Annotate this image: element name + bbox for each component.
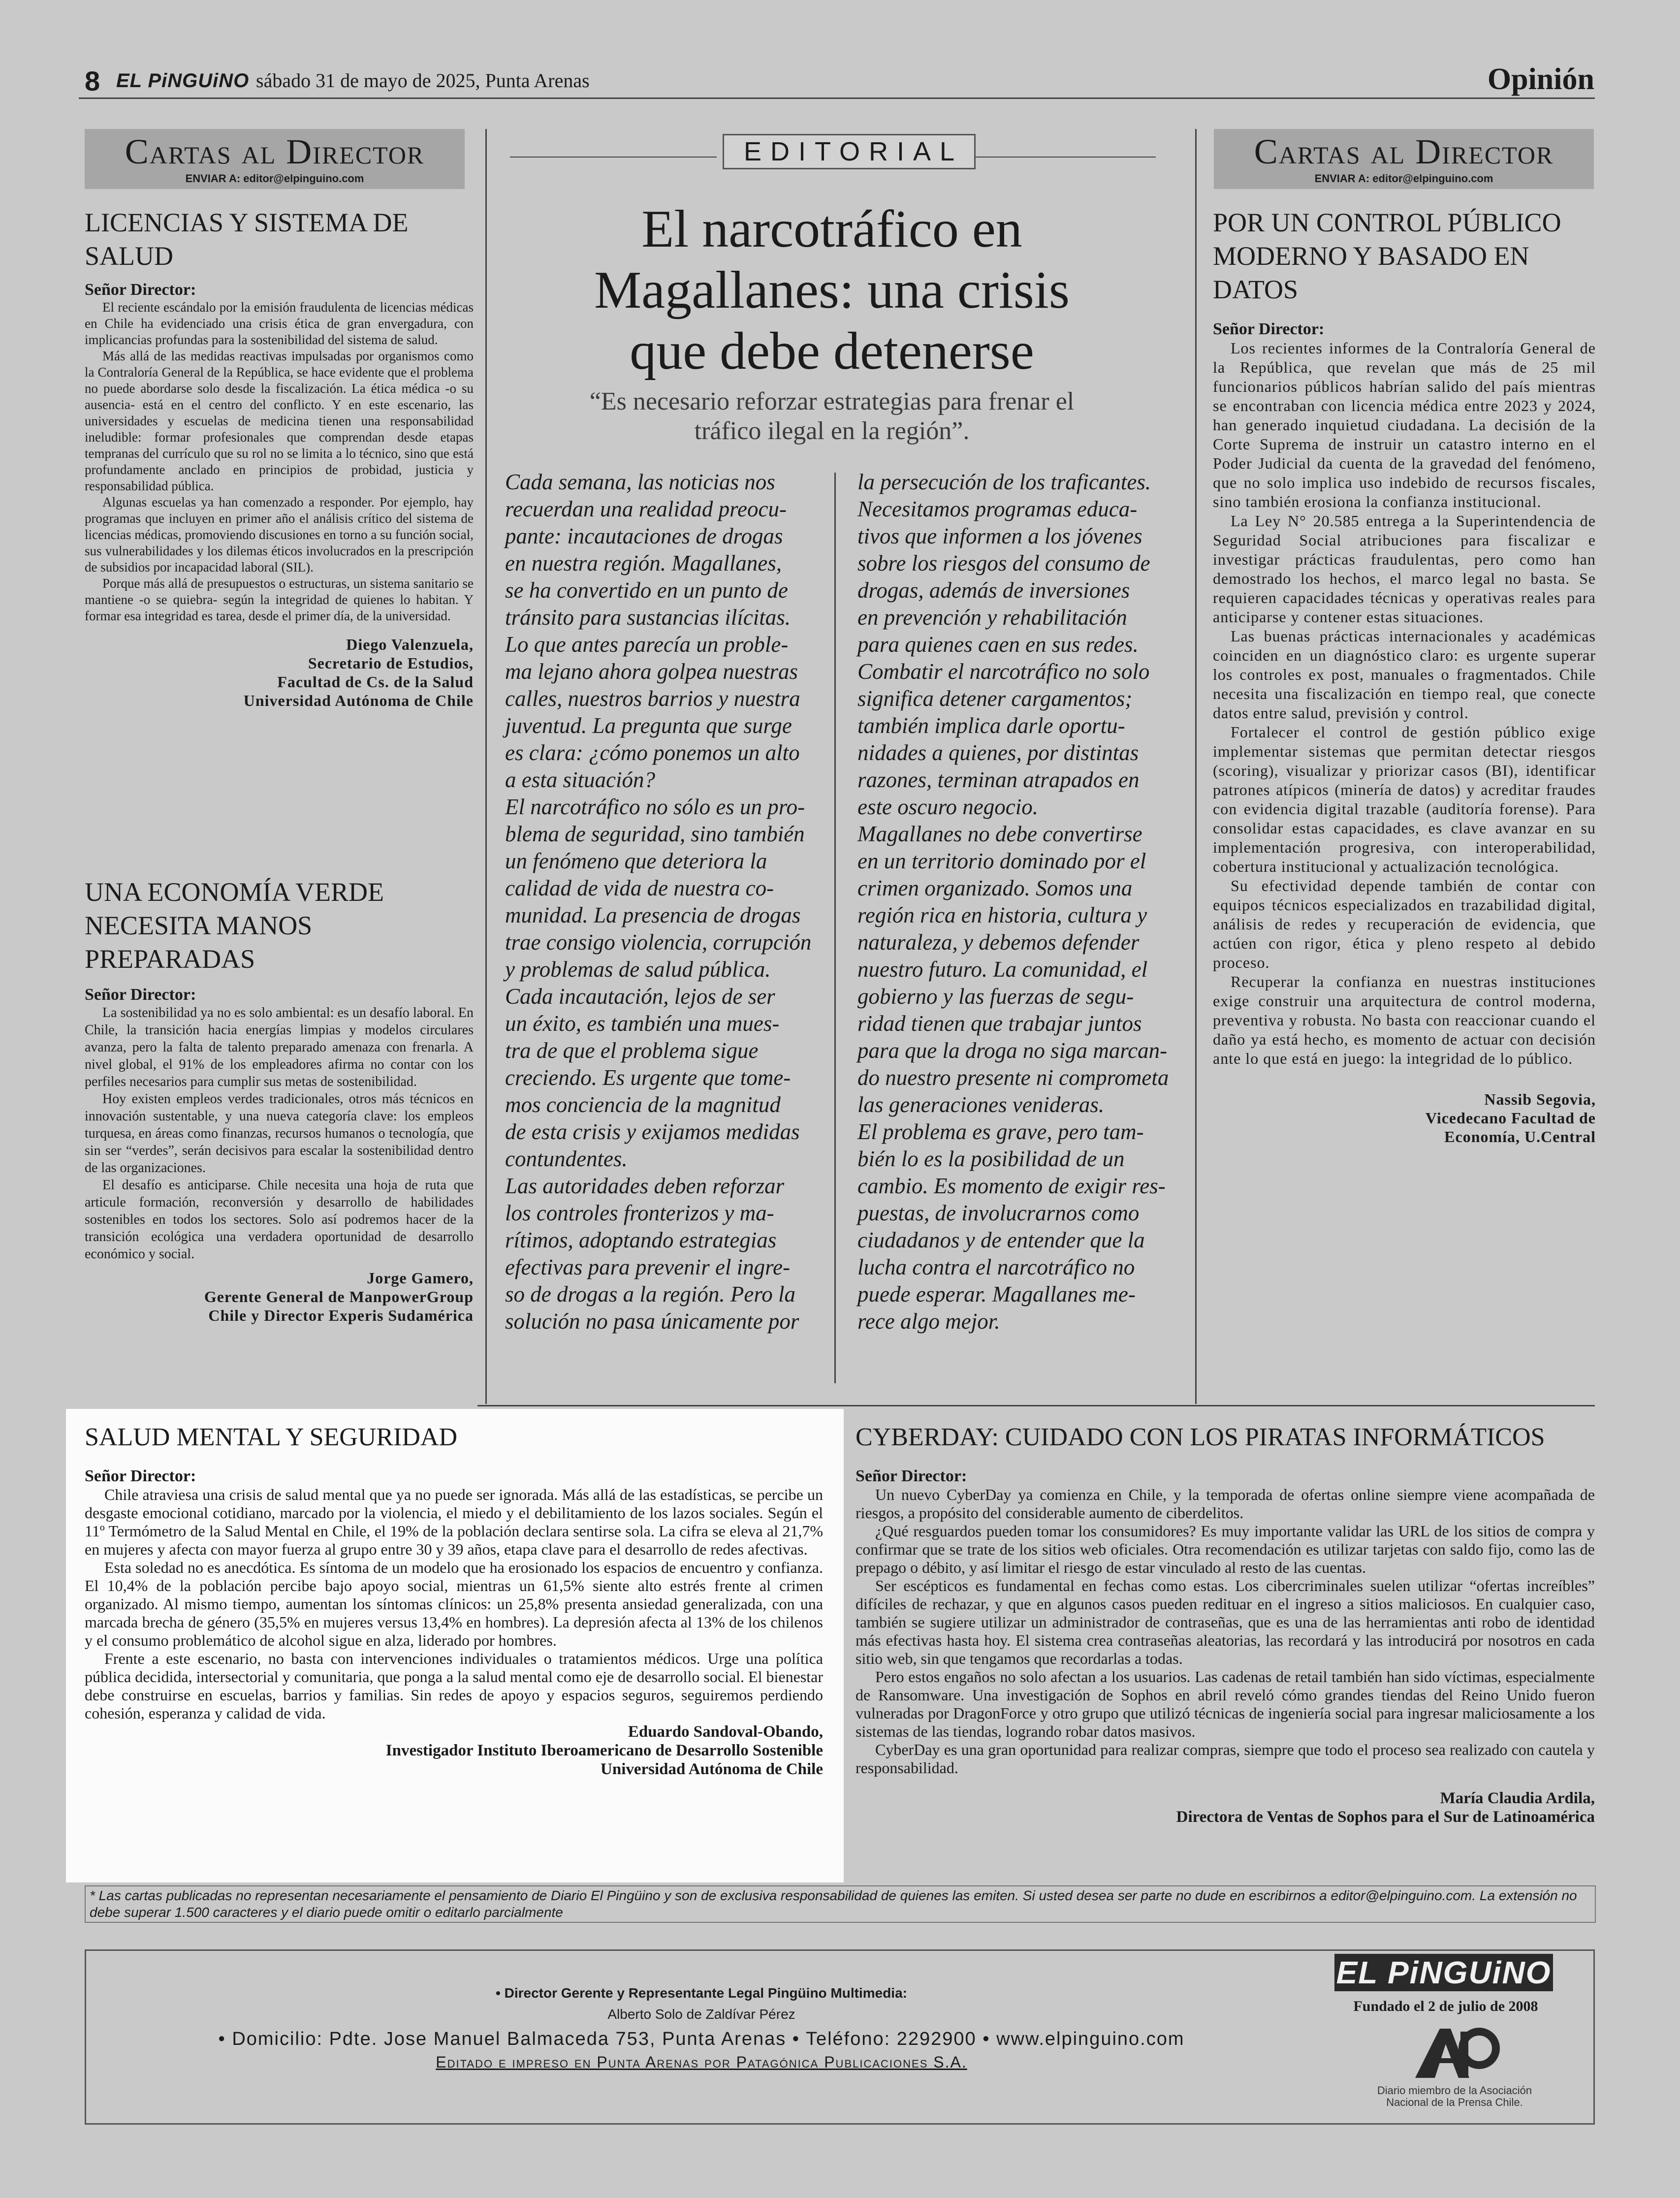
dateline: sábado 31 de mayo de 2025, Punta Arenas <box>256 69 590 92</box>
anp-text <box>1346 2085 1563 2108</box>
editorial-line: tivos que informen a los jóvenes <box>857 524 1142 548</box>
editorial-line: para quienes caen en sus redes. <box>857 632 1139 657</box>
letter-heading <box>1213 206 1596 306</box>
column-divider-left <box>485 129 487 1404</box>
section-title: Opinión <box>1487 63 1594 96</box>
signature-line: Eduardo Sandoval-Obando, <box>628 1723 823 1741</box>
editorial-line: creciendo. Es urgente que tome- <box>505 1065 791 1090</box>
letter-control-publico <box>1213 206 1596 1146</box>
masthead-logo: EL PiNGUiNO <box>116 70 250 92</box>
heading-line: UNA ECONOMÍA VERDE <box>85 877 384 907</box>
cartas-title: Cartas al Director <box>125 132 425 171</box>
signature-line: Gerente General de ManpowerGroup <box>204 1288 474 1306</box>
editorial-line: El problema es grave, pero tam- <box>857 1119 1144 1144</box>
editorial-column-2 <box>857 469 1182 1335</box>
footer-founded: Fundado el 2 de julio de 2008 <box>1353 1998 1538 2014</box>
heading-line: SALUD <box>85 241 174 271</box>
anp-text-line: Nacional de la Prensa Chile. <box>1386 2096 1523 2108</box>
paragraph: Porque más allá de presupuestos o estructuras, un sistema sanitario se mantiene -o se quiebra- según la integridad de quienes lo habitan. Y formar esa integridad es tarea, desde el primer día, de la universidad. <box>85 576 474 623</box>
footer-credits <box>135 1983 1268 2072</box>
letter-salutation: Señor Director: <box>85 986 196 1004</box>
editorial-line: Las autoridades deben reforzar <box>505 1174 785 1198</box>
editorial-line: blema de seguridad, sino también <box>505 822 805 846</box>
paragraph: Su efectividad depende también de contar con equipos técnicos especializados en trazabilidad digital, análisis de redes y recuperación de evidencia, que actúen con rigor, ética y pleno respeto al debido proceso. <box>1213 877 1596 971</box>
editorial-line: también implica darle oportu- <box>857 713 1125 738</box>
editorial-line: Lo que antes parecía un proble- <box>505 632 789 657</box>
editorial-line: se ha convertido en un punto de <box>505 578 788 603</box>
letter-salutation: Señor Director: <box>85 281 196 299</box>
letter-cyberday <box>856 1423 1595 1826</box>
signature-line: Secretario de Estudios, <box>308 654 474 672</box>
editorial-line: juventud. La pregunta que surge <box>505 713 792 738</box>
paragraph: Ser escépticos es fundamental en fechas como estas. Los cibercriminales suelen utilizar “ofertas increíbles” difíciles de rechazar, y que en algunos casos pueden redituar en el ingreso a sitios maliciosos. En cualquier caso, también se sugiere utilizar un administrador de contraseñas, que es una de las herramientas anti robo de identidad más efectivas hasta hoy. El sistema crea contraseñas aleatorias, las recordará y las introducirá por nosotros en cada sitio web, sin que tengamos que recordarlas a todas. <box>856 1577 1595 1667</box>
editorial-line: pante: incautaciones de drogas <box>505 524 783 548</box>
letter-salutation: Señor Director: <box>856 1467 967 1485</box>
letter-salud-mental <box>66 1409 844 1882</box>
editorial-line: bién lo es la posibilidad de un <box>857 1147 1125 1171</box>
letter-salutation: Señor Director: <box>85 1467 196 1485</box>
editorial-line: Necesitamos programas educa- <box>857 497 1138 521</box>
title-line: Magallanes: una crisis <box>594 261 1070 319</box>
editorial-line: crimen organizado. Somos una <box>857 876 1133 900</box>
disclaimer: * Las cartas publicadas no representan necesariamente el pensamiento de Diario El Pingüino y son de exclusiva responsabilidad de quienes las emiten. Si usted desea ser parte no dude en escribirnos a editor@elpinguino.com. La extensión no debe superar 1.500 caracteres y el diario puede omitir o editarlo parcialmente <box>85 1885 1596 1923</box>
paragraph: CyberDay es una gran oportunidad para realizar compras, siempre que todo el proceso sea realizado con cautela y responsabilidad. <box>856 1741 1595 1777</box>
heading-line: LICENCIAS Y SISTEMA DE <box>85 208 409 237</box>
signature-line: María Claudia Ardila, <box>1440 1789 1595 1807</box>
heading-line: NECESITA MANOS <box>85 911 313 940</box>
signature-line: Investigador Instituto Iberoamericano de Desarrollo Sostenible <box>385 1742 823 1759</box>
heading-line: POR UN CONTROL PÚBLICO <box>1213 208 1561 237</box>
letter-signature <box>85 1269 474 1325</box>
editorial-line: los controles fronterizos y ma- <box>505 1201 774 1225</box>
signature-line: Directora de Ventas de Sophos para el Sur de Latinoamérica <box>1176 1808 1595 1826</box>
letter-economia-verde <box>85 875 474 1325</box>
footer-box <box>85 1949 1595 2125</box>
editorial-line: nidades a quienes, por distintas <box>857 740 1139 765</box>
paragraph: El desafío es anticiparse. Chile necesita una hoja de ruta que articule formación, reconversión y desarrollo de habilidades sostenibles en todos los sectores. Solo así podremos hacer de la transición ecológica una verdadera oportunidad de desarrollo económico y social. <box>85 1178 474 1262</box>
footer-printed-by: Editado e impreso en Punta Arenas por Patagónica Publicaciones S.A. <box>436 2053 967 2071</box>
letter-signature <box>85 635 474 710</box>
letter-signature <box>1213 1090 1596 1146</box>
paragraph: La sostenibilidad ya no es solo ambiental: es un desafío laboral. En Chile, la transición hacia energías limpias y modelos circulares avanza, pero la falta de talento preparado amenaza con frenarla. A nivel global, el 91% de los empleadores afirma no contar con los perfiles necesarios para cumplir sus metas de sostenibilidad. <box>85 1005 474 1089</box>
page-number: 8 <box>85 65 100 96</box>
editorial-line: la persecución de los traficantes. <box>857 470 1151 494</box>
paragraph: Algunas escuelas ya han comenzado a responder. Por ejemplo, hay programas que incluyen en primer año el análisis crítico del sistema de licencias médicas, promoviendo discusiones en torno a su función social, sus vulnerabilidades y los dilemas éticos involucrados en la prescripción de subsidios por incapacidad laboral (SIL). <box>85 495 474 574</box>
editorial-rule-left <box>510 157 717 158</box>
editorial-line: en nuestra región. Magallanes, <box>505 551 782 575</box>
editorial-line: las generaciones venideras. <box>857 1092 1105 1117</box>
editorial-line: región rica en historia, cultura y <box>857 903 1147 927</box>
anp-logo <box>1405 2019 1504 2083</box>
editorial-line: tra de que el problema sigue <box>505 1038 759 1063</box>
heading-line: MODERNO Y BASADO EN <box>1213 241 1529 271</box>
editorial-line: lucha contra el narcotráfico no <box>857 1255 1135 1279</box>
cartas-email: ENVIAR A: editor@elpinguino.com <box>1314 172 1493 185</box>
letter-signature <box>856 1789 1595 1826</box>
paragraph: La Ley N° 20.585 entrega a la Superintendencia de Seguridad Social atribuciones para fiscalizar e investigar prácticas fraudulentas, pero como han demostrado los hechos, el marco legal no basta. Se requieren capacidades técnicas y operativas reales para anticiparse y contener estas situaciones. <box>1213 512 1596 626</box>
signature-line: Economía, U.Central <box>1444 1128 1596 1146</box>
editorial-line: en un territorio dominado por el <box>857 849 1146 873</box>
letter-salutation: Señor Director: <box>1213 320 1325 338</box>
letter-body <box>85 1004 474 1263</box>
editorial-line: puede esperar. Magallanes me- <box>857 1282 1136 1306</box>
footer-director-name: Alberto Solo de Zaldívar Pérez <box>607 2007 795 2022</box>
signature-line: Diego Valenzuela, <box>346 636 474 653</box>
signature-line: Jorge Gamero, <box>367 1269 474 1287</box>
paragraph: Esta soledad no es anecdótica. Es síntoma de un modelo que ha erosionado los espacios de encuentro y confianza. El 10,4% de la población percibe bajo apoyo social, mientras un 61,5% siente alto estrés frente al crimen organizado. Al mismo tiempo, aumentan los síntomas clínicos: un 25,8% presenta ansiedad generalizada, con una marcada brecha de género (35,5% en mujeres versus 13,4% en hombres). La depresión afecta al 13% de los chilenos y el consumo problemático de alcohol sigue en alza, liderado por hombres. <box>85 1559 823 1649</box>
signature-line: Vicedecano Facultad de <box>1425 1109 1596 1127</box>
letter-heading: SALUD MENTAL Y SEGURIDAD <box>85 1423 458 1451</box>
paragraph: Chile atraviesa una crisis de salud mental que ya no puede ser ignorada. Más allá de las estadísticas, se percibe un desgaste emocional cotidiano, marcado por la violencia, el miedo y el debilitamiento de los lazos sociales. Según el 11º Termómetro de la Salud Mental en Chile, el 19% de la población declara sentirse sola. La cifra se eleva al 21,7% en mujeres y afecta con mayor fuerza al grupo entre 30 y 39 años, etapa clave para el desarrollo de redes afectivas. <box>85 1486 823 1558</box>
editorial-line: gobierno y las fuerzas de segu- <box>857 984 1134 1009</box>
editorial-rule-right <box>949 157 1156 158</box>
footer-logo: EL PiNGUiNO <box>1334 1954 1553 1991</box>
editorial-line: ridad tienen que trabajar juntos <box>857 1011 1142 1036</box>
footer-director-label: • Director Gerente y Representante Legal Pingüino Multimedia: <box>496 1985 907 2001</box>
letter-body <box>85 299 474 624</box>
editorial-line: ma lejano ahora golpea nuestras <box>505 659 798 684</box>
anp-text-line: Diario miembro de la Asociación <box>1377 2084 1532 2097</box>
editorial-line: de esta crisis y exijamos medidas <box>505 1119 800 1144</box>
editorial-line: Cada incautación, lejos de ser <box>505 984 775 1009</box>
cartas-header-right <box>1214 129 1594 189</box>
cartas-title: Cartas al Director <box>1254 132 1554 171</box>
letter-heading <box>85 206 474 273</box>
cartas-header-left <box>85 129 465 189</box>
letter-body <box>85 1486 823 1722</box>
subtitle-line: “Es necesario reforzar estrategias para frenar el <box>589 387 1075 415</box>
letter-heading <box>85 875 474 976</box>
editorial-line: tránsito para sustancias ilícitas. <box>505 605 791 630</box>
editorial-line: cambio. Es momento de exigir res- <box>857 1174 1166 1198</box>
editorial-line: contundentes. <box>505 1147 628 1171</box>
signature-line: Universidad Autónoma de Chile <box>243 692 474 709</box>
editorial-line: nuestro futuro. La comunidad, el <box>857 957 1148 982</box>
editorial-line: Magallanes no debe convertirse <box>857 822 1142 846</box>
title-line: que debe detenerse <box>630 322 1034 381</box>
paragraph: Fortalecer el control de gestión público exige implementar sistemas que permitan detectar riesgos (scoring), visualizar y priorizar casos (BI), identificar patrones atípicos (minería de datos) y acreditar fraudes con evidencia digital trazable (auditoría forense). Para consolidar estas capacidades, es clave avanzar en su implementación progresiva, con interoperabilidad, cobertura institucional y actualización tecnológica. <box>1213 723 1596 875</box>
column-divider-right <box>1195 129 1197 1404</box>
editorial-line: recuerdan una realidad preocu- <box>505 497 787 521</box>
editorial-title <box>497 199 1167 382</box>
editorial-subtitle <box>497 387 1167 446</box>
editorial-line: calidad de vida de nuestra co- <box>505 876 774 900</box>
cartas-email: ENVIAR A: editor@elpinguino.com <box>185 172 364 185</box>
signature-line: Facultad de Cs. de la Salud <box>277 673 474 691</box>
editorial-line: puestas, de involucrarnos como <box>857 1201 1140 1225</box>
editorial-line: este oscuro negocio. <box>857 795 1038 819</box>
paragraph: Un nuevo CyberDay ya comienza en Chile, y la temporada de ofertas online siempre viene acompañada de riesgos, a propósito del considerable aumento de ciberdelitos. <box>856 1486 1595 1522</box>
paragraph: Los recientes informes de la Contraloría General de la República, que revelan que más de 25 mil funcionarios públicos habrían salido del país mientras se encontraban con licencia médica entre 2023 y 2024, han generado inquietud ciudadana. La decisión de la Corte Suprema de instruir un catastro interno en el Poder Judicial da cuenta de la gravedad del fenómeno, que no solo implica uso indebido de recursos fiscales, sino también erosiona la confianza institucional. <box>1213 339 1596 510</box>
editorial-column-1 <box>505 469 830 1335</box>
editorial-line: do nuestro presente ni comprometa <box>857 1065 1169 1090</box>
letter-body <box>856 1486 1595 1777</box>
editorial-line: en prevención y rehabilitación <box>857 605 1127 630</box>
signature-line: Nassib Segovia, <box>1484 1090 1596 1108</box>
bottom-section-rule <box>477 1405 1595 1406</box>
signature-line: Universidad Autónoma de Chile <box>601 1760 823 1778</box>
letter-signature <box>85 1722 823 1779</box>
editorial-label: EDITORIAL <box>723 134 976 169</box>
header-rule <box>79 97 1595 99</box>
heading-line: PREPARADAS <box>85 944 255 974</box>
editorial-line: munidad. La presencia de drogas <box>505 903 801 927</box>
heading-line: DATOS <box>1213 275 1299 304</box>
editorial-line: razones, terminan atrapados en <box>857 767 1140 792</box>
editorial-column-divider <box>834 473 836 1383</box>
editorial-line: rítimos, adoptando estrategias <box>505 1228 777 1252</box>
editorial-line: so de drogas a la región. Pero la <box>505 1282 795 1306</box>
editorial-line: ciudadanos y de entender que la <box>857 1228 1145 1252</box>
editorial-line: a esta situación? <box>505 767 655 792</box>
paragraph: Pero estos engaños no solo afectan a los usuarios. Las cadenas de retail también han sido víctimas, especialmente de Ransomware. Una investigación de Sophos en abril reveló cómo grandes tiendas del Reino Unido fueron vulneradas por DragonForce y otro grupo que utilizó técnicas de ingeniería social para ingresar maliciosamente a los sistemas de las tiendas, logrando robar datos masivos. <box>856 1668 1595 1740</box>
subtitle-line: tráfico ilegal en la región”. <box>694 417 970 445</box>
editorial-line: solución no pasa únicamente por <box>505 1309 799 1334</box>
editorial-line: mos conciencia de la magnitud <box>505 1092 781 1117</box>
editorial-line: significa detener cargamentos; <box>857 686 1133 711</box>
editorial-line: para que la droga no siga marcan- <box>857 1038 1168 1063</box>
paragraph: Las buenas prácticas internacionales y académicas coinciden en un diagnóstico claro: es urgente superar los controles ex post, manuales o fragmentados. Chile necesita una fiscalización en tiempo real, que conecte datos entre salud, previsión y control. <box>1213 627 1596 722</box>
paragraph: Más allá de las medidas reactivas impulsadas por organismos como la Contraloría General de la República, se hace evidente que el problema no puede abordarse solo desde la fiscalización. La ética médica -o su ausencia- está en el centro del conflicto. Y en este escenario, las universidades y escuelas de medicina tienen una responsabilidad ineludible: formar profesionales que comprendan desde etapas tempranas del currículo que su rol no se limita a lo técnico, sino que está profundamente anclado en principios de probidad, justicia y responsabilidad pública. <box>85 349 474 493</box>
editorial-line: efectivas para prevenir el ingre- <box>505 1255 790 1279</box>
editorial-line: un fenómeno que deteriora la <box>505 849 767 873</box>
letter-heading: CYBERDAY: CUIDADO CON LOS PIRATAS INFORMÁTICOS <box>856 1423 1545 1451</box>
editorial-line: Combatir el narcotráfico no solo <box>857 659 1150 684</box>
paragraph: ¿Qué resguardos pueden tomar los consumidores? Es muy importante validar las URL de los sitios de compra y confirmar que se trate de los sitios web oficiales. Otra recomendación es utilizar tarjetas con saldo fijo, como las de prepago o débito, y así limitar el riesgo de estar vinculado al resto de las cuentas. <box>856 1522 1595 1576</box>
editorial-line: trae consigo violencia, corrupción <box>505 930 812 955</box>
anp-logo-icon <box>1405 2019 1504 2083</box>
letter-licencias <box>85 206 474 710</box>
editorial-line: naturaleza, y debemos defender <box>857 930 1140 955</box>
editorial-line: sobre los riesgos del consumo de <box>857 551 1150 575</box>
paragraph: Recuperar la confianza en nuestras instituciones exige construir una arquitectura de control moderna, preventiva y robusta. No basta con reaccionar cuando el daño ya está hecho, es momento de actuar con decisión ante lo que está en juego: la integridad de lo público. <box>1213 973 1596 1067</box>
title-line: El narcotráfico en <box>641 200 1022 258</box>
editorial-line: es clara: ¿cómo ponemos un alto <box>505 740 800 765</box>
editorial-line: rece algo mejor. <box>857 1309 1000 1334</box>
editorial-line: El narcotráfico no sólo es un pro- <box>505 795 805 819</box>
paragraph: Hoy existen empleos verdes tradicionales, otros más técnicos en innovación sustentable, y una nueva categoría clave: los empleos turquesa, en áreas como finanzas, recursos humanos o tecnología, que sin ser “verdes”, serán decisivos para escalar la sostenibilidad dentro de las organizaciones. <box>85 1091 474 1176</box>
editorial-line: drogas, además de inversiones <box>857 578 1130 603</box>
editorial-line: un éxito, es también una mues- <box>505 1011 780 1036</box>
editorial-line: Cada semana, las noticias nos <box>505 470 775 494</box>
editorial-line: y problemas de salud pública. <box>505 957 771 982</box>
letter-body <box>1213 339 1596 1068</box>
paragraph: Frente a este escenario, no basta con intervenciones individuales o tratamientos médicos. Urge una política pública decidida, intersectorial y comunitaria, que ponga a la salud mental como eje de desarrollo social. El bienestar debe construirse en escuelas, barrios y familias. Sin redes de apoyo y espacios seguros, seguiremos perdiendo cohesión, esperanza y calidad de vida. <box>85 1650 823 1722</box>
editorial-line: calles, nuestros barrios y nuestra <box>505 686 800 711</box>
paragraph: El reciente escándalo por la emisión fraudulenta de licencias médicas en Chile ha evidenciado una crisis ética de gran envergadura, con implicancias profundas para la sostenibilidad del sistema de salud. <box>85 300 474 347</box>
signature-line: Chile y Director Experis Sudamérica <box>208 1306 474 1324</box>
footer-address: • Domicilio: Pdte. Jose Manuel Balmaceda 753, Punta Arenas • Teléfono: 2292900 • www.elpinguino.com <box>218 2029 1185 2049</box>
